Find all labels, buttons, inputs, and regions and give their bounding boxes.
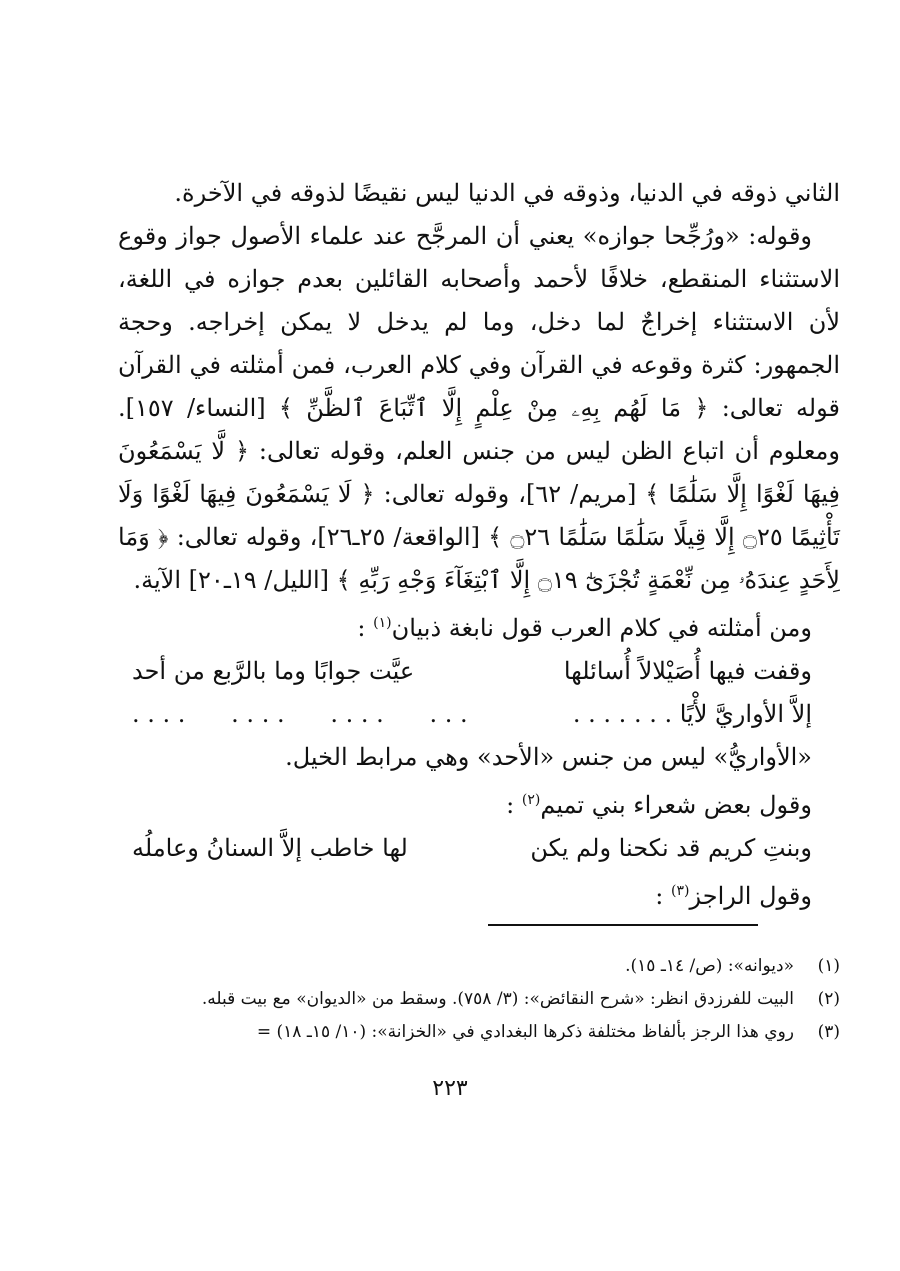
footnote-3-number: (٣) bbox=[817, 1022, 840, 1042]
footnote-2 bbox=[100, 983, 840, 1016]
page-number: ٢٢٣ bbox=[432, 1076, 468, 1101]
intro-nabigha bbox=[118, 602, 840, 650]
footnote-1-number: (١) bbox=[817, 956, 840, 976]
verse-3-first-hemistich: وبنتِ كريم قد نكحنا ولم يكن bbox=[530, 834, 812, 862]
footnote-1-text: «ديوانه»: (ص/ ١٤ـ ١٥). bbox=[625, 956, 794, 976]
paragraph-intro: الثاني ذوقه في الدنيا، وذوقه في الدنيا ليس نقيضًا لذوقه في الآخرة. bbox=[174, 179, 840, 207]
intro-tamim-colon: : bbox=[506, 791, 515, 819]
intro-rajiz bbox=[118, 870, 840, 918]
verse-2-first-hemistich: إلاَّ الأواريَّ لأْيًا . . . . . . . bbox=[572, 700, 812, 728]
main-text bbox=[118, 172, 840, 918]
verse-1 bbox=[118, 650, 840, 693]
intro-tamim bbox=[118, 779, 840, 827]
verse-1-first-hemistich: وقفت فيها أُصَيْلالاً أُسائلها bbox=[563, 657, 812, 685]
footnote-1 bbox=[100, 950, 840, 983]
footnote-separator bbox=[488, 924, 758, 926]
verse-3-second-hemistich: لها خاطب إلاَّ السنانُ وعاملُه bbox=[132, 834, 408, 862]
footnote-ref-1: (١) bbox=[373, 615, 392, 631]
explanation-line: «الأواريُّ» ليس من جنس «الأحد» وهي مرابط الخيل. bbox=[285, 743, 812, 771]
verse-2 bbox=[118, 693, 840, 736]
footnote-3 bbox=[100, 1016, 840, 1049]
footnote-2-text: البيت للفرزدق انظر: «شرح النقائض»: (٣/ ٧٥٨). وسقط من «الديوان» مع بيت قبله. bbox=[201, 989, 794, 1009]
footnote-ref-3: (٣) bbox=[671, 883, 690, 899]
verse-3 bbox=[118, 827, 840, 870]
verse-1-second-hemistich: عيَّت جوابًا وما بالرَّبع من أحد bbox=[132, 657, 415, 685]
intro-nabigha-text: ومن أمثلته في كلام العرب قول نابغة ذبيان bbox=[391, 614, 812, 642]
intro-nabigha-colon: : bbox=[357, 614, 366, 642]
footnotes bbox=[100, 950, 840, 1049]
footnote-ref-2: (٢) bbox=[521, 792, 541, 808]
footnote-2-number: (٢) bbox=[817, 989, 840, 1009]
verse-2-ellipsis: . . . . . . . . . . . . . . . bbox=[132, 700, 468, 728]
paragraph-main: وقوله: «ورُجِّحا جوازه» يعني أن المرجَّح عند علماء الأصول جواز وقوع الاستثناء المنقطع، خلافًا لأحمد وأصحابه القائلين بعدم جوازه في اللغة، لأن الاستثناء إخراجٌ لما دخل، وما لم يدخل لا يمكن إخراجه. وحجة الجمهور: كثرة وقوعه في القرآن وفي كلام العرب، فمن أمثلته في القرآن قوله تعالى: ﴿ مَا لَهُم بِهِۦ مِنْ عِلْمٍ إِلَّا ٱتِّبَاعَ ٱلظَّنِّ ﴾ [النساء/ ١٥٧]. ومعلوم أن اتباع الظن ليس من جنس العلم، وقوله تعالى: ﴿ لَّا يَسْمَعُونَ فِيهَا لَغْوًا إِلَّا سَلَٰمًا ﴾ [مريم/ ٦٢]، وقوله تعالى: ﴿ لَا يَسْمَعُونَ فِيهَا لَغْوًا وَلَا تَأْثِيمًا ۝٢٥ إِلَّا قِيلًا سَلَٰمًا سَلَٰمًا ۝٢٦ ﴾ [الواقعة/ ٢٥ـ٢٦]، وقوله تعالى: ﴿ وَمَا لِأَحَدٍ عِندَهُۥ مِن نِّعْمَةٍ تُجْزَىٰٓ ۝١٩ إِلَّا ٱبْتِغَآءَ وَجْهِ رَبِّهِ ﴾ [الليل/ ١٩ـ٢٠] الآية. bbox=[118, 222, 841, 594]
footnote-3-text: روي هذا الرجز بألفاظ مختلفة ذكرها البغدادي في «الخزانة»: (١٠/ ١٥ـ ١٨) = bbox=[256, 1022, 794, 1042]
intro-rajiz-colon: : bbox=[655, 882, 664, 910]
intro-tamim-text: وقول بعض شعراء بني تميم bbox=[540, 791, 812, 819]
intro-rajiz-text: وقول الراجز bbox=[689, 882, 812, 910]
